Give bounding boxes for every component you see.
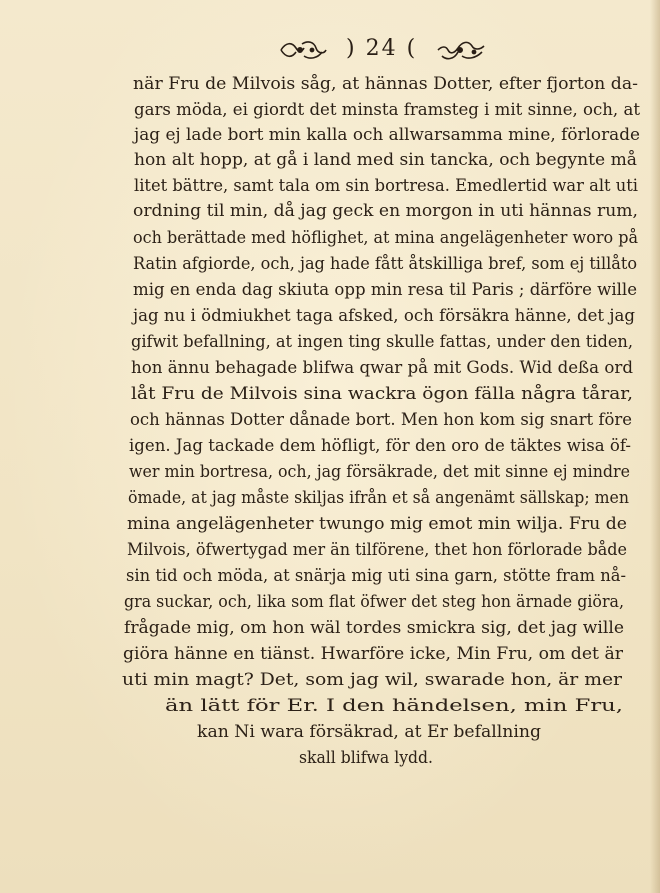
text-line: uti min magt? Det, som jag wil, swarade hon, är mer: [122, 670, 623, 690]
text-line: gifwit befallning, at ingen ting skulle fattas, under den tiden,: [131, 332, 633, 352]
text-line: igen. Jag tackade dem höfligt, för den oro de täktes wisa öf-: [129, 436, 631, 456]
text-line: frågade mig, om hon wäl tordes smickra sig, det jag wille: [124, 618, 624, 638]
text-line: och berättade med höflighet, at mina angelägenheter woro på: [133, 228, 639, 248]
text-line: låt Fru de Milvois sina wackra ögon fälla några tårar,: [131, 384, 634, 404]
text-line: jag ej lade bort min kalla och allwarsamma mine, förlorade: [134, 125, 640, 145]
text-line: litet bättre, samt tala om sin bortresa. Emedlertid war alt uti: [134, 176, 639, 196]
text-line: än lätt för Er. I den händelsen, min Fru,: [165, 696, 623, 716]
text-line: sin tid och möda, at snärja mig uti sina garn, stötte fram nå-: [126, 566, 627, 586]
text-line: mig en enda dag skiuta opp min resa til Paris ; därföre wille: [133, 280, 638, 300]
text-line: jag nu i ödmiukhet taga afsked, och försäkra hänne, det jag: [133, 306, 635, 326]
text-line: ömade, at jag måste skiljas ifrån et så angenämt sällskap; men: [128, 488, 629, 508]
text-line: hon alt hopp, at gå i land med sin tancka, och begynte må: [134, 150, 638, 170]
text-line: giöra hänne en tiänst. Hwarföre icke, Min Fru, om det är: [123, 644, 624, 664]
text-line: skall blifwa lydd.: [299, 748, 434, 768]
text-line: och hännas Dotter dånade bort. Men hon kom sig snart före: [130, 410, 633, 430]
text-line: Milvois, öfwertygad mer än tilförene, thet hon förlorade både: [127, 540, 627, 560]
text-line: gra suckar, och, lika som flat öfwer det steg hon ärnade giöra,: [124, 592, 624, 612]
text-line: när Fru de Milvois såg, at hännas Dotter, efter fjorton da-: [133, 74, 639, 94]
text-line: kan Ni wara försäkrad, at Er befallning: [197, 722, 541, 742]
page-number: ) 24 (: [346, 36, 418, 61]
text-line: wer min bortresa, och, jag försäkrade, det mit sinne ej mindre: [129, 462, 630, 482]
text-line: gars möda, ei giordt det minsta framsteg i mit sinne, och, at: [134, 100, 640, 120]
text-line: hon ännu behagade blifwa qwar på mit Gods. Wid deßa ord: [131, 358, 634, 378]
text-line: Ratin afgiorde, och, jag hade fått åtskilliga bref, som ej tillåto: [133, 254, 638, 274]
text-line: ordning til min, då jag geck en morgon in uti hännas rum,: [133, 201, 639, 221]
text-line: mina angelägenheter twungo mig emot min wilja. Fru de: [127, 514, 628, 534]
